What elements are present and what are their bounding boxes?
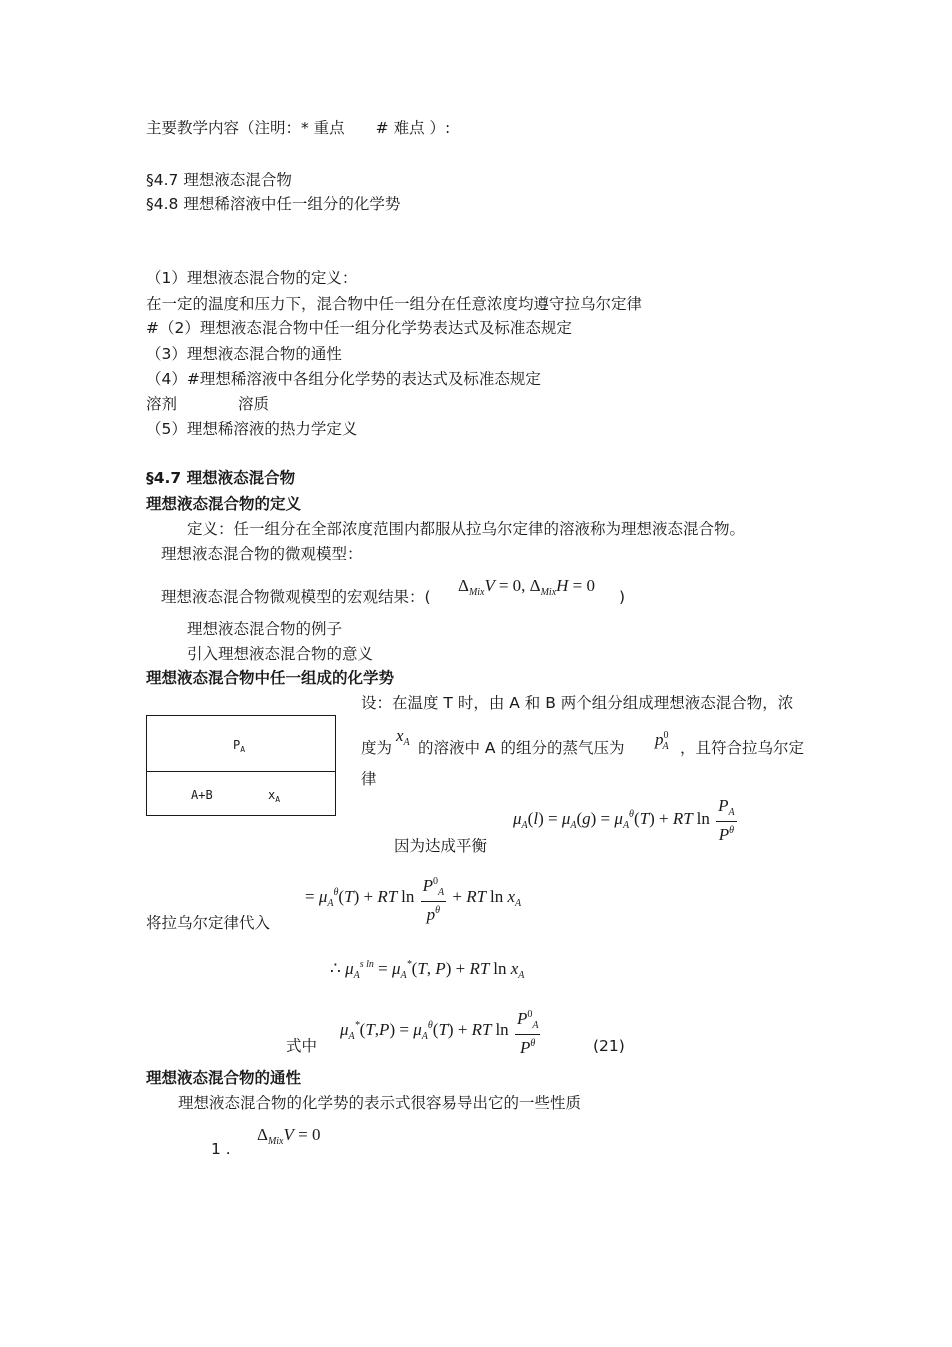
formula-equilibrium: $\mu_A(l) = \mu_A(g) = \mu_A^\theta(T)$ + RT ln $\frac{P_A}{P^\theta}$ [513, 796, 735, 844]
section-heading: §4.7 理想液态混合物 [146, 469, 296, 487]
vapor-liquid-diagram [146, 715, 336, 816]
page-title: 主要教学内容（注明：* 重点 # 难点 ）: [146, 119, 451, 137]
outline-item: （5）理想稀溶液的热力学定义 [146, 420, 358, 438]
subsection-heading: 理想液态混合物的通性 [146, 1069, 302, 1087]
phase-boundary [147, 771, 335, 772]
list-marker: 1 . [211, 1140, 231, 1158]
formula-mix-volume: $\Delta_{Mix}V = 0$ [257, 1125, 321, 1147]
formula-eq21: $\mu_A^*(T,P) = \mu_A^\theta(T)$ + RT ln $\frac{P^0_A}{P^\theta}$ [340, 1006, 542, 1056]
outline-item: （3）理想液态混合物的通性 [146, 345, 342, 363]
mixture-label: A+B [191, 788, 213, 802]
paragraph: 式中 [286, 1037, 318, 1055]
outline-item: （4）#理想稀溶液中各组分化学势的表达式及标准态规定 [146, 370, 541, 388]
paragraph: 因为达成平衡 [394, 837, 488, 855]
outline-item: 在一定的温度和压力下，混合物中任一组分在任意浓度均遵守拉乌尔定律 [146, 295, 643, 313]
formula-pA0: $p^0_A$ [655, 730, 669, 752]
formula-mix-zero: $\Delta_{Mix}V = 0$, $\Delta_{Mix}H = 0$ [458, 576, 596, 598]
paragraph: 理想液态混合物的化学势的表示式很容易导出它的一些性质 [178, 1094, 582, 1112]
outline-item: 溶质 [238, 395, 270, 413]
formula-raoult: = $\mu_A^\theta(T)$ + RT ln $\frac{P^0_A}{p^\theta}$ + RT $\ln x_A$ [305, 873, 521, 923]
paragraph: 的溶液中 A 的组分的蒸气压为 [418, 739, 625, 757]
paragraph: 将拉乌尔定律代入 [146, 914, 271, 932]
paragraph: 度为 [361, 739, 393, 757]
subsection-heading: 理想液态混合物的定义 [146, 495, 302, 513]
paragraph: ，且符合拉乌尔定 [680, 739, 805, 757]
formula-therefore: ∴ $\mu_A^{s ln} = \mu_A^*(T$, P) + RT $\ln x_A$ [330, 959, 525, 981]
mole-fraction-label: $x_A$ [268, 788, 281, 804]
paren-close: ) [619, 588, 626, 606]
subsection-heading: 理想液态混合物中任一组成的化学势 [146, 669, 395, 687]
paragraph: 理想液态混合物微观模型的宏观结果：( [161, 588, 431, 606]
vapor-pressure-label: $P_A$ [233, 738, 246, 754]
outline-item: #（2）理想液态混合物中任一组分化学势表达式及标准态规定 [146, 319, 572, 337]
paragraph: 理想液态混合物的例子 [187, 620, 343, 638]
toc-item: §4.8 理想稀溶液中任一组分的化学势 [146, 195, 401, 213]
paragraph: 引入理想液态混合物的意义 [187, 645, 374, 663]
paragraph: 律 [361, 770, 377, 788]
paragraph: 设：在温度 T 时，由 A 和 B 两个组分组成理想液态混合物，浓 [361, 694, 794, 712]
formula-xA: $x_A$ [396, 726, 410, 748]
definition-text: 定义：任一组分在全部浓度范围内都服从拉乌尔定律的溶液称为理想液态混合物。 [187, 520, 746, 538]
outline-item: 溶剂 [146, 395, 178, 413]
toc-item: §4.7 理想液态混合物 [146, 171, 292, 189]
equation-number: (21) [593, 1037, 625, 1055]
paragraph: 理想液态混合物的微观模型： [161, 545, 363, 563]
outline-item: （1）理想液态混合物的定义： [146, 269, 358, 287]
